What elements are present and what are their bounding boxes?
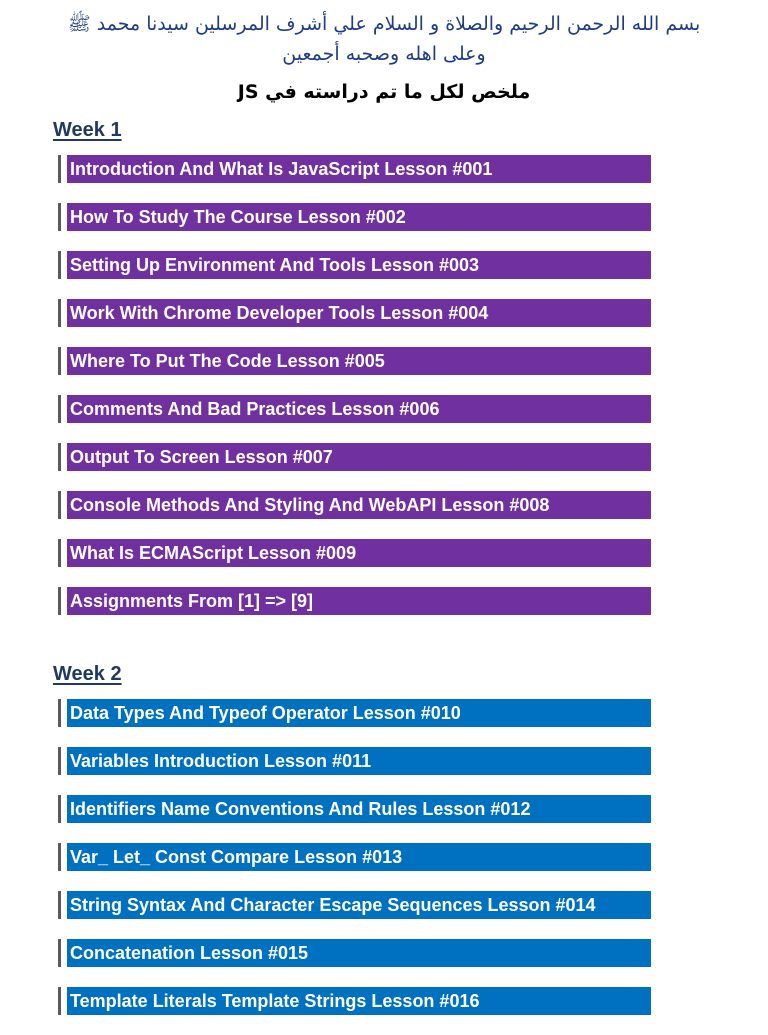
lesson-label: Output To Screen Lesson #007 — [67, 443, 651, 471]
lesson-label: Where To Put The Code Lesson #005 — [67, 347, 651, 375]
lesson-item[interactable] — [58, 843, 651, 871]
lesson-label: Assignments From [1] => [9] — [67, 587, 651, 615]
lesson-item[interactable] — [58, 539, 651, 567]
lesson-item[interactable] — [58, 299, 651, 327]
lesson-item[interactable] — [58, 987, 651, 1015]
lesson-marker — [58, 251, 61, 279]
lesson-label: How To Study The Course Lesson #002 — [67, 203, 651, 231]
lesson-item[interactable] — [58, 587, 651, 615]
week-2-lesson-list — [58, 699, 651, 1035]
lesson-marker — [58, 299, 61, 327]
lesson-label: Variables Introduction Lesson #011 — [67, 747, 651, 775]
lesson-label: Setting Up Environment And Tools Lesson #003 — [67, 251, 651, 279]
lesson-marker — [58, 843, 61, 871]
lesson-item[interactable] — [58, 491, 651, 519]
lesson-item[interactable] — [58, 251, 651, 279]
lesson-label: Template Literals Template Strings Lesson #016 — [67, 987, 651, 1015]
lesson-label: Comments And Bad Practices Lesson #006 — [67, 395, 651, 423]
lesson-marker — [58, 747, 61, 775]
lesson-marker — [58, 203, 61, 231]
lesson-label: Console Methods And Styling And WebAPI Lesson #008 — [67, 491, 651, 519]
lesson-item[interactable] — [58, 747, 651, 775]
lesson-label: Work With Chrome Developer Tools Lesson #004 — [67, 299, 651, 327]
lesson-label: String Syntax And Character Escape Sequences Lesson #014 — [67, 891, 651, 919]
lesson-marker — [58, 443, 61, 471]
lesson-item[interactable] — [58, 155, 651, 183]
lesson-item[interactable] — [58, 395, 651, 423]
lesson-item[interactable] — [58, 699, 651, 727]
lesson-marker — [58, 347, 61, 375]
lesson-marker — [58, 891, 61, 919]
lesson-marker — [58, 539, 61, 567]
blessing-line: وعلى اهله وصحبه أجمعين — [282, 43, 486, 65]
lesson-marker — [58, 395, 61, 423]
week-1-heading: Week 1 — [53, 119, 122, 141]
basmala-line: بسم الله الرحمن الرحيم والصلاة و السلام علي أشرف المرسلين سيدنا محمد ﷺ — [67, 13, 701, 35]
lesson-label: Concatenation Lesson #015 — [67, 939, 651, 967]
lesson-marker — [58, 795, 61, 823]
lesson-label: Var_ Let_ Const Compare Lesson #013 — [67, 843, 651, 871]
lesson-item[interactable] — [58, 891, 651, 919]
lesson-label: Identifiers Name Conventions And Rules Lesson #012 — [67, 795, 651, 823]
lesson-marker — [58, 491, 61, 519]
lesson-marker — [58, 155, 61, 183]
week-2-heading: Week 2 — [53, 663, 122, 685]
lesson-item[interactable] — [58, 347, 651, 375]
lesson-marker — [58, 699, 61, 727]
summary-title: ملخص لكل ما تم دراسته في JS — [237, 81, 531, 103]
lesson-item[interactable] — [58, 203, 651, 231]
lesson-marker — [58, 987, 61, 1015]
lesson-marker — [58, 939, 61, 967]
lesson-item[interactable] — [58, 443, 651, 471]
week-1-lesson-list — [58, 155, 651, 635]
lesson-label: Introduction And What Is JavaScript Lesson #001 — [67, 155, 651, 183]
lesson-marker — [58, 587, 61, 615]
lesson-label: What Is ECMAScript Lesson #009 — [67, 539, 651, 567]
lesson-label: Data Types And Typeof Operator Lesson #010 — [67, 699, 651, 727]
lesson-item[interactable] — [58, 795, 651, 823]
lesson-item[interactable] — [58, 939, 651, 967]
